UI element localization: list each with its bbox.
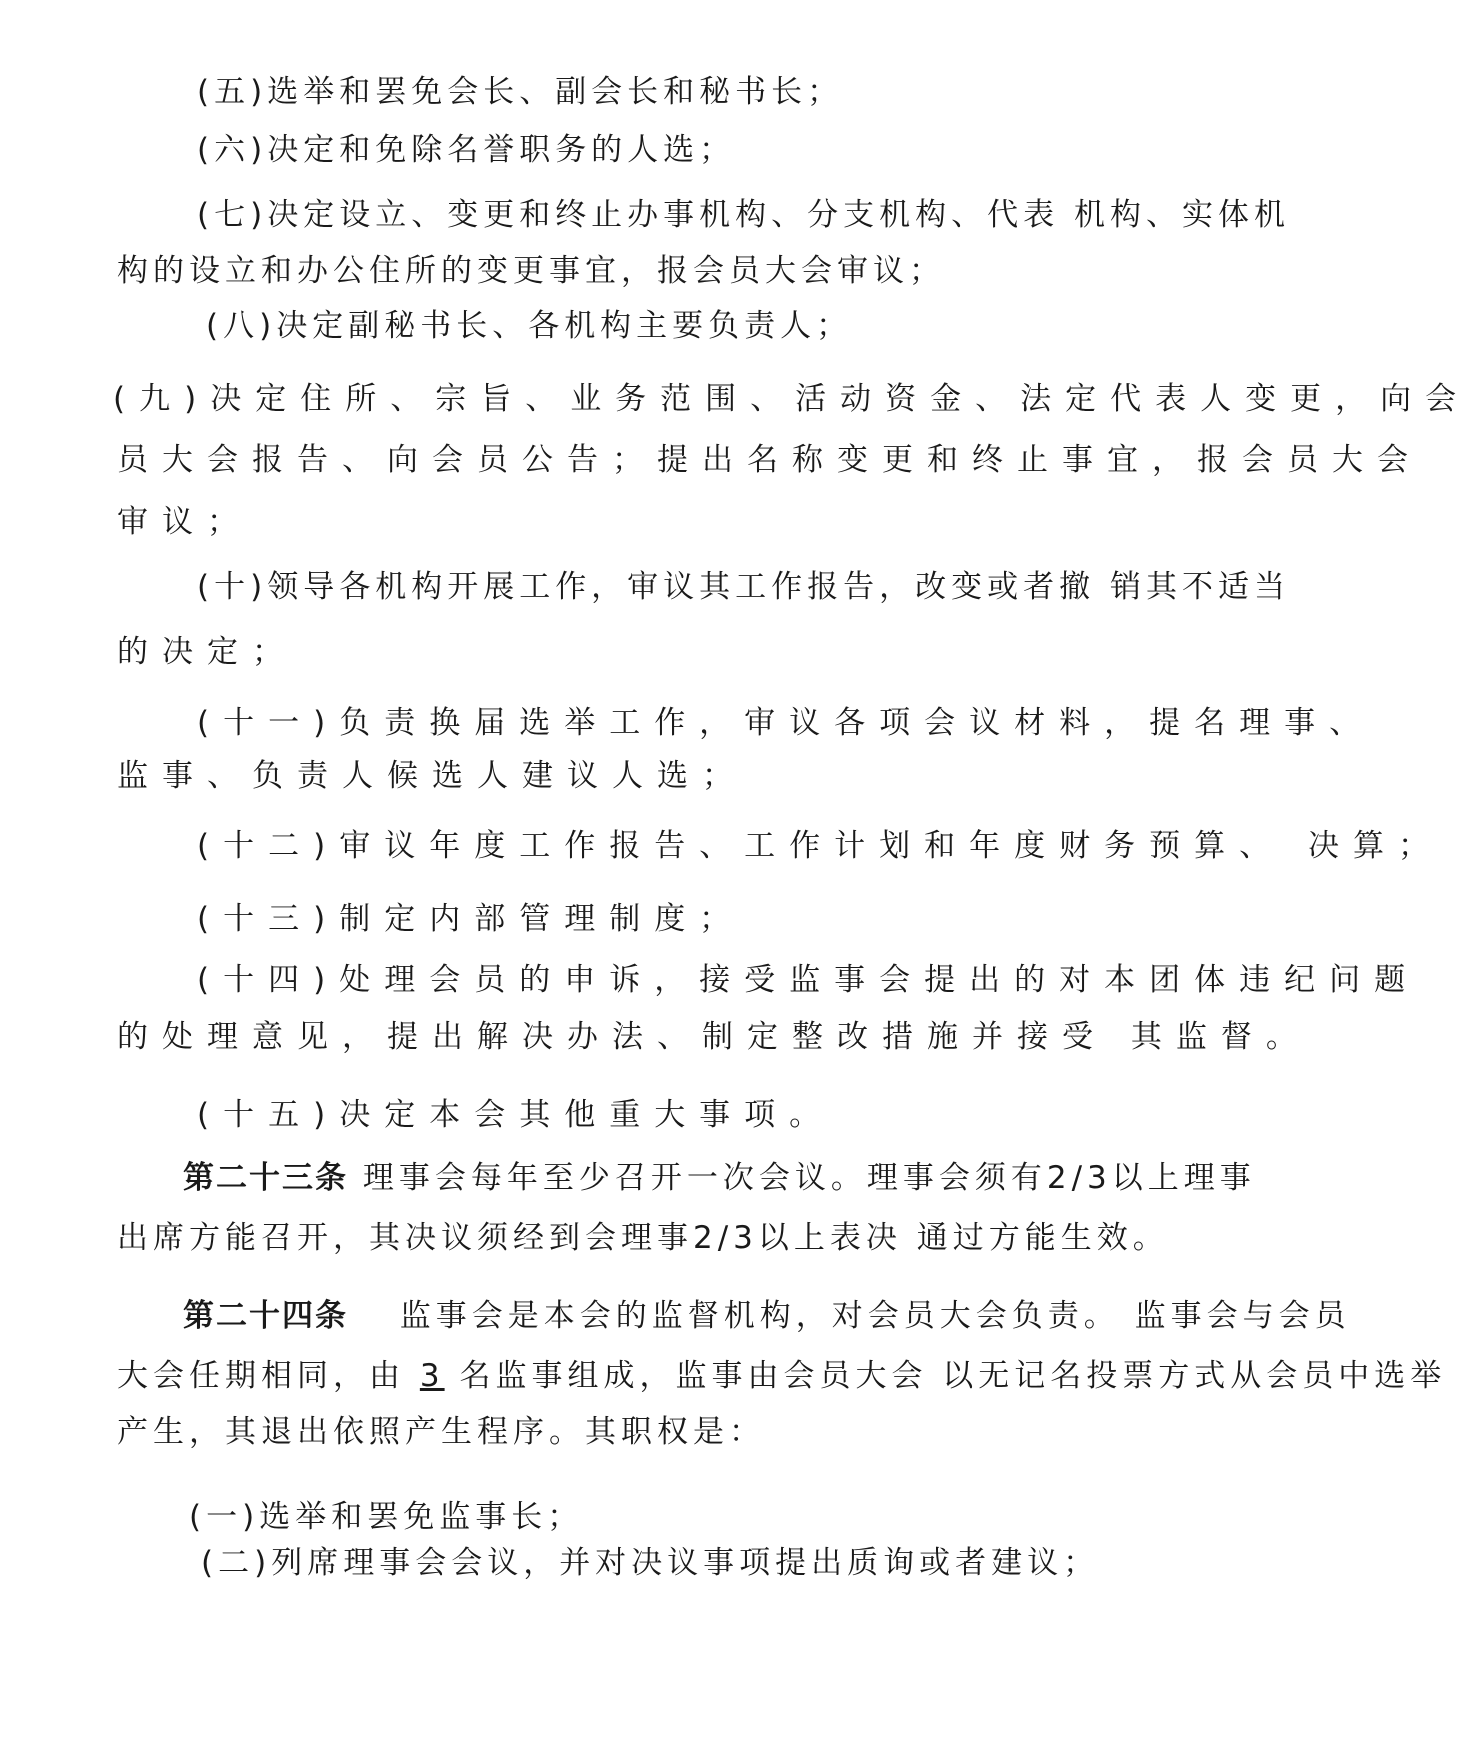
item-8: (八)决定副秘书长、各机构主要负责人；	[206, 308, 853, 344]
item-9-line2: 员大会报告、向会员公告；提出名称变更和终止事宜，报会员大会	[117, 442, 1422, 478]
article-23-line1	[183, 1158, 1256, 1198]
item-12: (十二)审议年度工作报告、工作计划和年度财务预算、 决算；	[197, 828, 1444, 864]
item-10-line1: (十)领导各机构开展工作，审议其工作报告，改变或者撤 销其不适当	[197, 569, 1291, 605]
article-24-text1: 监事会是本会的监督机构，对会员大会负责。 监事会与会员	[399, 1298, 1351, 1334]
article-23-line2: 出席方能召开，其决议须经到会理事2/3以上表决 通过方能生效。	[117, 1220, 1169, 1256]
article-23-text1: 理事会每年至少召开一次会议。理事会须有2/3以上理事	[362, 1160, 1256, 1196]
article-24-line2	[117, 1356, 1446, 1396]
item-5: (五)选举和罢免会长、副会长和秘书长；	[197, 74, 844, 110]
item-14-line2: 的处理意见，提出解决办法、制定整改措施并接受 其监督。	[117, 1019, 1311, 1055]
item-13: (十三)制定内部管理制度；	[197, 901, 745, 937]
article-24-line3: 产生，其退出依照产生程序。其职权是：	[117, 1414, 765, 1450]
article-24-text2a: 大会任期相同，由	[117, 1358, 420, 1394]
item-14-line1: (十四)处理会员的申诉，接受监事会提出的对本团体违纪问题	[197, 962, 1420, 998]
item-7-line2: 构的设立和办公住所的变更事宜，报会员大会审议；	[117, 253, 945, 289]
item-7-line1: (七)决定设立、变更和终止办事机构、分支机构、代表 机构、实体机	[197, 197, 1291, 233]
item-11-line1: (十一)负责换届选举工作，审议各项会议材料，提名理事、	[197, 705, 1375, 741]
item-10-line2: 的决定；	[117, 634, 297, 670]
item-15: (十五)决定本会其他重大事项。	[197, 1097, 835, 1133]
supervisor-count: 3	[419, 1358, 445, 1394]
supervisor-item-1: (一)选举和罢免监事长；	[189, 1499, 584, 1535]
item-11-line2: 监事、负责人候选人建议人选；	[117, 758, 747, 794]
article-24-text2b: 名监事组成，监事由会员大会 以无记名投票方式从会员中选举	[444, 1358, 1447, 1394]
item-9-line3: 审议；	[117, 504, 252, 540]
article-24-line1	[183, 1296, 1351, 1336]
article-23-title: 第二十三条	[183, 1160, 348, 1196]
supervisor-item-2: (二)列席理事会会议，并对决议事项提出质询或者建议；	[201, 1545, 1100, 1581]
article-24-title: 第二十四条	[183, 1298, 348, 1334]
item-9-line1: (九)决定住所、宗旨、业务范围、活动资金、法定代表人变更，向会	[113, 381, 1470, 417]
item-6: (六)决定和免除名誉职务的人选；	[197, 132, 736, 168]
